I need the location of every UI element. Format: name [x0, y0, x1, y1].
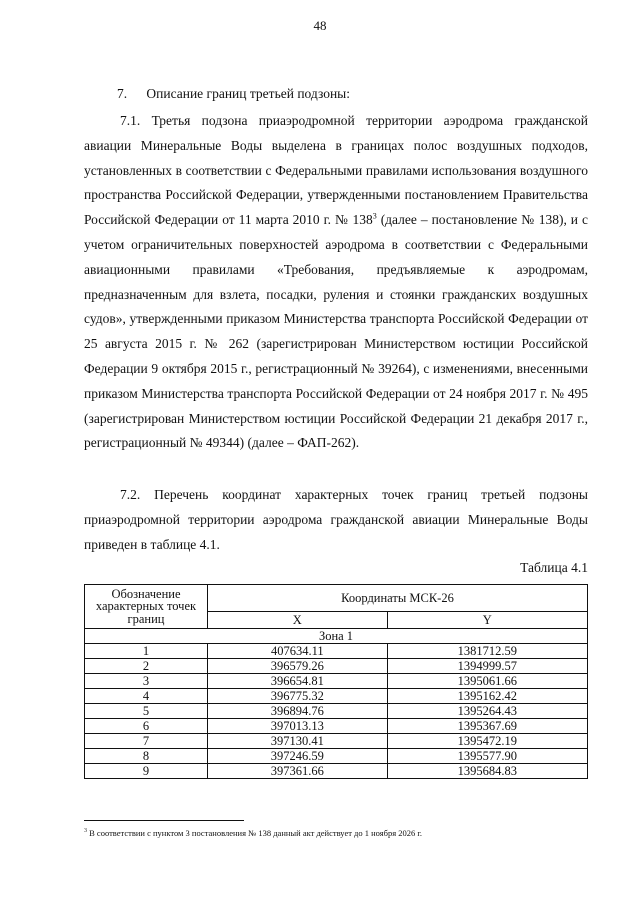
footnote-separator — [84, 820, 244, 821]
coord-y: 1395684.83 — [387, 764, 587, 779]
coord-y: 1395472.19 — [387, 734, 587, 749]
zone-label: Зона 1 — [85, 629, 588, 644]
table-row — [85, 704, 588, 719]
table-row — [85, 674, 588, 689]
coord-x: 407634.11 — [208, 644, 388, 659]
header-y: Y — [387, 612, 587, 629]
point-number: 4 — [85, 689, 208, 704]
table-row — [85, 689, 588, 704]
header-point-designation: Обозначение характерных точек границ — [85, 585, 208, 629]
header-x: X — [208, 612, 388, 629]
coord-y: 1394999.57 — [387, 659, 587, 674]
point-number: 2 — [85, 659, 208, 674]
paragraph-7-2: 7.2. Перечень координат характерных точек границ третьей подзоны приаэродромной территории аэродрома гражданской авиации Минеральные Воды приведен в таблице 4.1. — [84, 487, 588, 552]
table-row — [85, 764, 588, 779]
coord-x: 396775.32 — [208, 689, 388, 704]
point-number: 3 — [85, 674, 208, 689]
paragraph-7-1 — [84, 109, 588, 456]
point-number: 6 — [85, 719, 208, 734]
coord-y: 1395162.42 — [387, 689, 587, 704]
table-row — [85, 644, 588, 659]
table-caption: Таблица 4.1 — [520, 560, 588, 575]
footnote — [84, 828, 422, 838]
section-title: Описание границ третьей подзоны: — [146, 86, 350, 101]
point-number: 7 — [85, 734, 208, 749]
footnote-text: В соответствии с пунктом 3 постановления № 138 данный акт действует до 1 ноября 2026 г. — [87, 828, 423, 838]
coordinates-table — [84, 584, 588, 779]
table-row — [85, 659, 588, 674]
table-row — [85, 719, 588, 734]
coord-x: 396894.76 — [208, 704, 388, 719]
coord-x: 397361.66 — [208, 764, 388, 779]
table-row — [85, 749, 588, 764]
point-number: 8 — [85, 749, 208, 764]
footnote-ref: 3 — [372, 211, 377, 221]
coord-x: 397130.41 — [208, 734, 388, 749]
paragraph-7-1-text: 7.1. Третья подзона приаэродромной территории аэродрома гражданской авиации Минеральные Воды выделена в границах полос воздушных подходов, установленных в соответствии с Федеральными правилами использования воздушного пространства Российской Федерации, утвержденными постановлением Правительства Российской Федерации от 11 марта 2010 г. № 138 — [84, 113, 588, 228]
coord-y: 1395577.90 — [387, 749, 587, 764]
table-row — [85, 734, 588, 749]
table-body — [85, 629, 588, 779]
coord-x: 397246.59 — [208, 749, 388, 764]
footnote-marker: 3 — [84, 828, 87, 835]
coord-y: 1395367.69 — [387, 719, 587, 734]
section-heading — [117, 86, 350, 102]
coord-y: 1381712.59 — [387, 644, 587, 659]
point-number: 9 — [85, 764, 208, 779]
section-number: 7. — [117, 86, 128, 101]
coord-x: 397013.13 — [208, 719, 388, 734]
point-number: 1 — [85, 644, 208, 659]
coord-y: 1395061.66 — [387, 674, 587, 689]
coord-x: 396579.26 — [208, 659, 388, 674]
page-number: 48 — [313, 18, 327, 33]
paragraph-7-1-text-cont: (далее – постановление № 138), и с учетом ограничительных поверхностей аэродрома в соответствии с Федеральными авиационными правилами «Требования, предъявляемые к аэродромам, предназначенным для взлета, посадки, руления и стоянки гражданских воздушных судов», утвержденными приказом Министерства транспорта Российской Федерации от 25 августа 2015 г. № 262 (зарегистрирован Министерством юстиции Российской Федерации 9 октября 2015 г., регистрационный № 39264), с изменениями, внесенными приказом Министерства транспорта Российской Федерации от 24 ноября 2017 г. № 495 (зарегистрирован Министерством юстиции Российской Федерации 21 декабря 2017 г., регистрационный № 49344) (далее – ФАП-262). — [84, 212, 588, 451]
coord-x: 396654.81 — [208, 674, 388, 689]
coord-y: 1395264.43 — [387, 704, 587, 719]
header-coordinates: Координаты МСК-26 — [208, 585, 588, 612]
point-number: 5 — [85, 704, 208, 719]
